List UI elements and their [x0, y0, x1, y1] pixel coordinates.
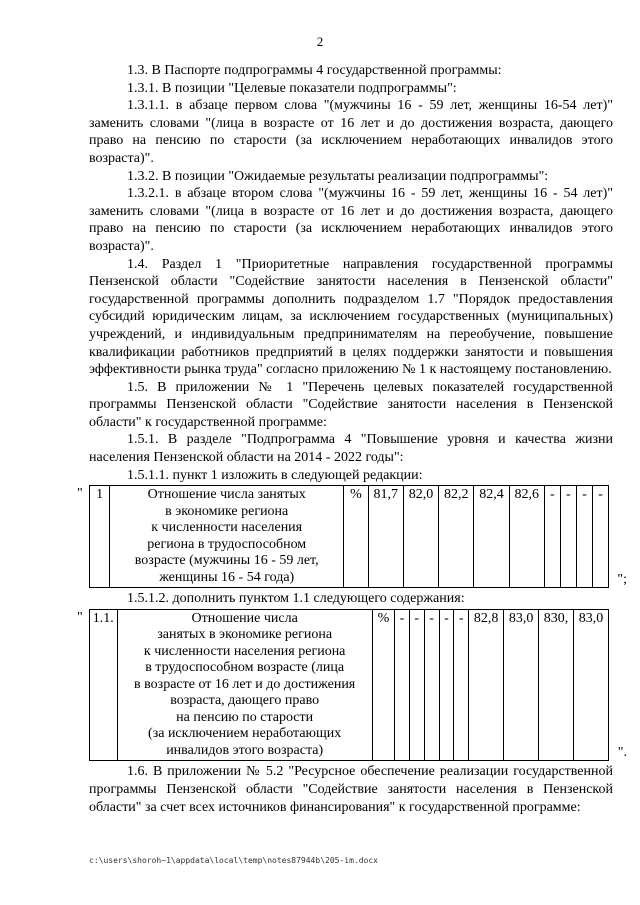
document-body	[77, 62, 627, 816]
value-cell: -	[439, 609, 454, 761]
paragraph-1-5-1-1: 1.5.1.1. пункт 1 изложить в следующей редакции:	[127, 467, 423, 483]
value-cell: 82,2	[439, 486, 474, 588]
value-cell: 82,4	[474, 486, 509, 588]
paragraph-1-5-1: 1.5.1. В разделе "Подпрограмма 4 "Повышение уровня и качества жизни населения Пензенской области на 2014 - 2022 годы":	[89, 432, 613, 466]
value-cell: 82,6	[509, 486, 544, 588]
name-line: региона в трудоспособном	[147, 536, 307, 552]
value-cell: 830,	[539, 609, 574, 761]
paragraph-1-5: 1.5. В приложении № 1 "Перечень целевых показателей государственной программы Пензенской области "Содействие занятости населения в Пензенской области" к государственной программе:	[89, 379, 613, 430]
quote-close: ";	[617, 571, 627, 587]
quote-open: "	[77, 609, 83, 625]
name-line: в возрасте от 16 лет и до достижения	[134, 676, 356, 692]
name-line: в экономике региона	[165, 503, 289, 519]
unit-cell: %	[372, 609, 394, 761]
value-cell: -	[395, 609, 410, 761]
value-cell: 83,0	[573, 609, 608, 761]
name-line: на пенсию по старости	[176, 709, 314, 725]
paragraph-1-5-1-2: 1.5.1.2. дополнить пунктом 1.1 следующего содержания:	[127, 591, 465, 607]
value-cell: -	[544, 486, 560, 588]
paragraph-1-3-1-1: 1.3.1.1. в абзаце первом слова "(мужчины 16 - 59 лет, женщины 16-54 лет)" заменить словами "(лица в возрасте от 16 лет и до достижения возраста, дающего право на пенсию по старости (за исключением неработающих инвалидов этого возраста)".	[89, 98, 613, 166]
paragraph-1-3-2: 1.3.2. В позиции "Ожидаемые результаты реализации подпрограммы":	[127, 168, 549, 184]
paragraph-1-4: 1.4. Раздел 1 "Приоритетные направления государственной программы Пензенской области "Содействие занятости населения в Пензенской области" государственной программы дополнить подразделом 1.7 "Порядок предоставления субсидий юридическим лицам, за исключением государственных (муниципальных) учреждений, и индивидуальным предпринимателям на переобучение, повышение квалификации работников предприятий в целях поддержки занятости и повышения эффективности рынка труда" согласно приложению № 1 к настоящему постановлению.	[89, 256, 613, 378]
name-line: женщины 16 - 54 года)	[159, 569, 295, 585]
unit-cell: %	[344, 486, 369, 588]
name-line: возрасте (мужчины 16 - 59 лет,	[134, 553, 319, 569]
paragraph-1-3-2-1: 1.3.2.1. в абзаце втором слова "(мужчины 16 - 59 лет, женщины 16 - 54 лет)" заменить словами "(лица в возрасте от 16 лет и до достижения возраста, дающего право на пенсию по старости (за исключением неработающих инвалидов этого возраста)".	[89, 186, 613, 254]
quote-close: ".	[617, 744, 627, 760]
row-number: 1	[90, 486, 110, 588]
indicator-name	[110, 486, 344, 588]
value-cell: 82,8	[469, 609, 504, 761]
name-line: к численности населения	[151, 520, 303, 536]
row-number: 1.1.	[90, 609, 118, 761]
indicator-table-2	[77, 609, 627, 762]
paragraph-1-3-1: 1.3.1. В позиции "Целевые показатели подпрограммы":	[127, 80, 457, 96]
value-cell: 83,0	[504, 609, 539, 761]
value-cell: 82,0	[403, 486, 438, 588]
indicator-table-1	[77, 485, 627, 588]
indicator-name	[117, 609, 372, 761]
value-cell: 81,7	[368, 486, 403, 588]
name-line: (за исключением неработающих	[148, 726, 342, 742]
name-line: Отношение числа занятых	[147, 487, 306, 503]
name-line: к численности населения региона	[143, 643, 346, 659]
name-line: инвалидов этого возраста)	[166, 742, 324, 758]
value-cell: -	[454, 609, 469, 761]
value-cell: -	[560, 486, 576, 588]
table-row	[90, 609, 609, 761]
value-cell: -	[424, 609, 439, 761]
name-line: возраста, дающего право	[170, 693, 320, 709]
table-row	[90, 486, 609, 588]
value-cell: -	[576, 486, 592, 588]
name-line: занятых в экономике региона	[157, 627, 333, 643]
quote-open: "	[77, 486, 83, 502]
paragraph-1-6: 1.6. В приложении № 5.2 "Ресурсное обеспечение реализации государственной программы Пензенской области "Содействие занятости населения в Пензенской области" за счет всех источников финансирования" к государственной программе:	[89, 764, 613, 815]
value-cell: -	[592, 486, 608, 588]
page-number: 2	[316, 34, 324, 49]
value-cell: -	[409, 609, 424, 761]
footer-file-path: c:\users\shoroh~1\appdata\local\temp\notes87944b\205-im.docx	[89, 856, 378, 865]
name-line: в трудоспособном возрасте (лица	[145, 660, 345, 676]
paragraph-1-3: 1.3. В Паспорте подпрограммы 4 государственной программы:	[127, 63, 502, 78]
name-line: Отношение числа	[191, 610, 298, 626]
